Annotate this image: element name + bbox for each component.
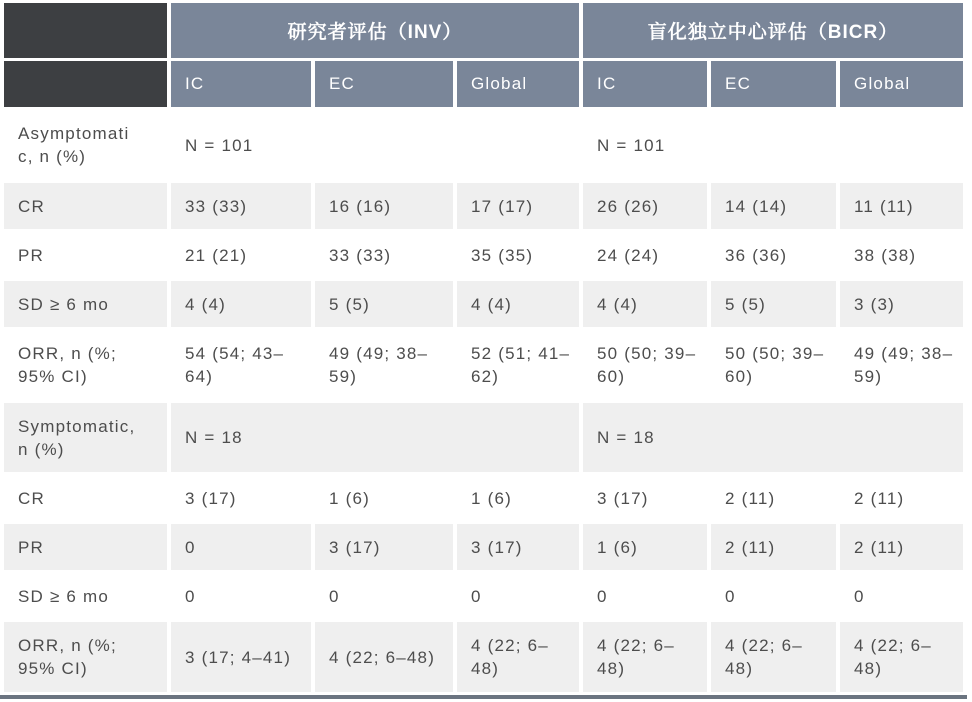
data-cell: 36 (36)	[711, 232, 836, 278]
header-group-inv: 研究者评估（INV）	[171, 3, 579, 58]
section-n-cell-bicr: N = 18	[583, 403, 963, 472]
data-cell: 50 (50; 39–60)	[711, 330, 836, 400]
data-cell: 33 (33)	[315, 232, 453, 278]
section-n-cell-bicr: N = 101	[583, 110, 963, 180]
data-cell: 16 (16)	[315, 183, 453, 229]
data-cell: 1 (6)	[583, 524, 707, 570]
corner-cell-bottom	[4, 61, 167, 107]
data-cell: 14 (14)	[711, 183, 836, 229]
data-cell: 4 (4)	[457, 281, 579, 327]
table-row-cr-asymptomatic	[4, 183, 963, 229]
data-cell: 4 (4)	[171, 281, 311, 327]
data-cell: 33 (33)	[171, 183, 311, 229]
data-cell: 4 (22; 6–48)	[315, 622, 453, 692]
data-cell: 21 (21)	[171, 232, 311, 278]
row-label-cell: Asymptomatic, n (%)	[4, 110, 167, 180]
subheader-inv-ec: EC	[315, 61, 453, 107]
row-label-cell: PR	[4, 232, 167, 278]
data-cell: 0	[711, 573, 836, 619]
data-cell: 3 (17; 4–41)	[171, 622, 311, 692]
data-cell: 3 (17)	[171, 475, 311, 521]
data-cell: 2 (11)	[840, 524, 963, 570]
data-cell: 4 (22; 6–48)	[583, 622, 707, 692]
data-cell: 3 (17)	[315, 524, 453, 570]
data-cell: 38 (38)	[840, 232, 963, 278]
row-label-cell: ORR, n (%; 95% CI)	[4, 330, 167, 400]
row-label-cell: SD ≥ 6 mo	[4, 573, 167, 619]
data-cell: 4 (22; 6–48)	[457, 622, 579, 692]
subheader-inv-global: Global	[457, 61, 579, 107]
corner-cell-top	[4, 3, 167, 58]
section-row-asymptomatic	[4, 110, 963, 180]
table-row-sd-symptomatic	[4, 573, 963, 619]
data-cell: 1 (6)	[457, 475, 579, 521]
table-row-pr-symptomatic	[4, 524, 963, 570]
data-cell: 0	[171, 524, 311, 570]
subheader-bicr-ec: EC	[711, 61, 836, 107]
data-cell: 35 (35)	[457, 232, 579, 278]
data-cell: 0	[171, 573, 311, 619]
data-cell: 26 (26)	[583, 183, 707, 229]
data-cell: 0	[315, 573, 453, 619]
row-label-cell: CR	[4, 475, 167, 521]
data-cell: 50 (50; 39–60)	[583, 330, 707, 400]
data-cell: 3 (3)	[840, 281, 963, 327]
data-cell: 0	[840, 573, 963, 619]
row-label-cell: CR	[4, 183, 167, 229]
table-row-orr-symptomatic	[4, 622, 963, 692]
section-n-cell-inv: N = 101	[171, 110, 579, 180]
section-row-symptomatic	[4, 403, 963, 472]
header-group-row	[4, 3, 963, 58]
header-group-bicr: 盲化独立中心评估（BICR）	[583, 3, 963, 58]
row-label-cell: Symptomatic, n (%)	[4, 403, 167, 472]
data-cell: 2 (11)	[711, 475, 836, 521]
data-cell: 2 (11)	[840, 475, 963, 521]
data-cell: 1 (6)	[315, 475, 453, 521]
data-cell: 54 (54; 43–64)	[171, 330, 311, 400]
table-row-sd-asymptomatic	[4, 281, 963, 327]
data-cell: 49 (49; 38–59)	[840, 330, 963, 400]
data-cell: 4 (22; 6–48)	[840, 622, 963, 692]
subheader-inv-ic: IC	[171, 61, 311, 107]
data-cell: 0	[457, 573, 579, 619]
subheader-bicr-global: Global	[840, 61, 963, 107]
row-label-cell: SD ≥ 6 mo	[4, 281, 167, 327]
data-cell: 49 (49; 38–59)	[315, 330, 453, 400]
table-row-orr-asymptomatic	[4, 330, 963, 400]
table-row-cr-symptomatic	[4, 475, 963, 521]
data-cell: 24 (24)	[583, 232, 707, 278]
row-label-cell: PR	[4, 524, 167, 570]
section-n-cell-inv: N = 18	[171, 403, 579, 472]
data-cell: 17 (17)	[457, 183, 579, 229]
data-cell: 4 (22; 6–48)	[711, 622, 836, 692]
data-cell: 52 (51; 41–62)	[457, 330, 579, 400]
data-cell: 5 (5)	[315, 281, 453, 327]
data-cell: 3 (17)	[457, 524, 579, 570]
data-cell: 2 (11)	[711, 524, 836, 570]
data-cell: 0	[583, 573, 707, 619]
subheader-row	[4, 61, 963, 107]
data-cell: 11 (11)	[840, 183, 963, 229]
data-cell: 5 (5)	[711, 281, 836, 327]
row-label-cell: ORR, n (%; 95% CI)	[4, 622, 167, 692]
data-cell: 4 (4)	[583, 281, 707, 327]
subheader-bicr-ic: IC	[583, 61, 707, 107]
table-row-pr-asymptomatic	[4, 232, 963, 278]
data-cell: 3 (17)	[583, 475, 707, 521]
